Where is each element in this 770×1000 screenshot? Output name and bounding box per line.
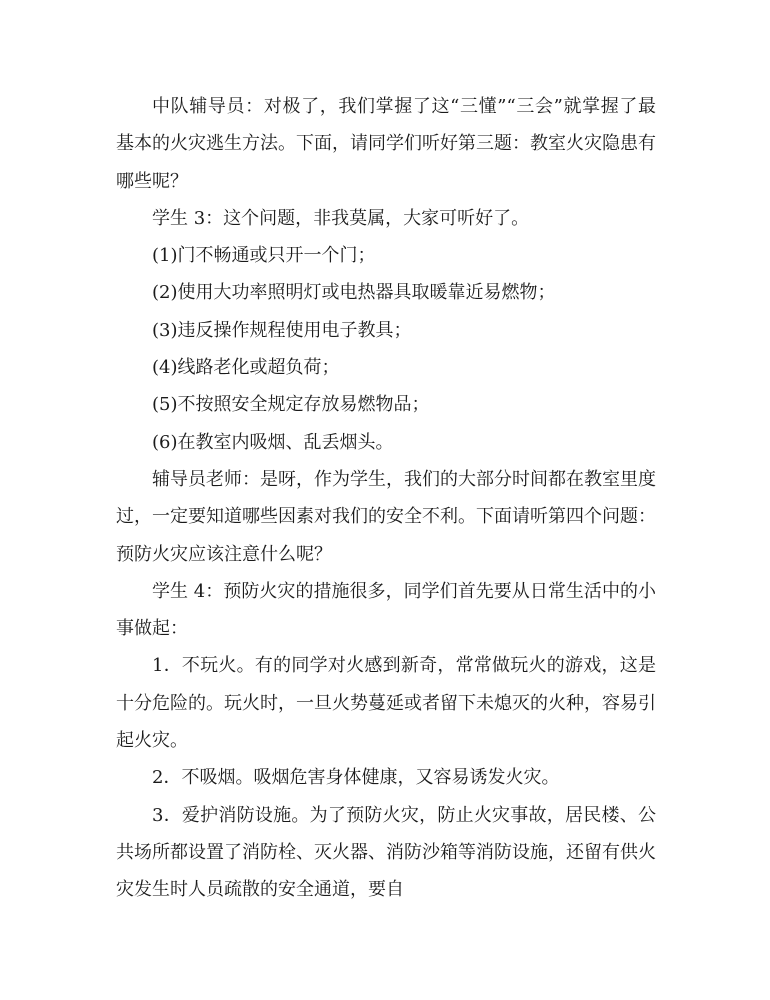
- list-item-hazard-1: (1)门不畅通或只开一个门；: [152, 245, 376, 267]
- list-item-measure-1: 1．不玩火。有的同学对火感到新奇，常常做玩火的游戏，这是十分危险的。玩火时，一旦火势蔓延或者留下未熄灭的火种，容易引起火灾。: [116, 655, 656, 752]
- paragraph-student-3: 学生 3：这个问题，非我莫属，大家可听好了。: [152, 207, 530, 229]
- list-item-hazard-2: (2)使用大功率照明灯或电热器具取暖靠近易燃物；: [152, 282, 556, 304]
- list-item-hazard-3: (3)违反操作规程使用电子教具；: [152, 319, 412, 341]
- list-item-hazard-6: (6)在教室内吸烟、乱丢烟头。: [152, 431, 394, 453]
- paragraph-student-4: 学生 4：预防火灾的措施很多，同学们首先要从日常生活中的小事做起：: [116, 580, 656, 640]
- list-item-measure-3: 3．爱护消防设施。为了预防火灾，防止火灾事故，居民楼、公共场所都设置了消防栓、灭火器、消防沙箱等消防设施，还留有供火灾发生时人员疏散的安全通道，要自: [116, 804, 656, 901]
- list-item-hazard-5: (5)不按照安全规定存放易燃物品；: [152, 394, 430, 416]
- paragraph-counselor-third-question: 中队辅导员：对极了，我们掌握了这“三懂”“三会”就掌握了最基本的火灾逃生方法。下面，请同学们听好第三题：教室火灾隐患有哪些呢？: [116, 96, 656, 192]
- list-item-hazard-4: (4)线路老化或超负荷；: [152, 357, 340, 379]
- list-item-measure-2: 2．不吸烟。吸烟危害身体健康，又容易诱发火灾。: [152, 767, 560, 789]
- paragraph-counselor-fourth-question: 辅导员老师：是呀，作为学生，我们的大部分时间都在教室里度过，一定要知道哪些因素对我们的安全不利。下面请听第四个问题：预防火灾应该注意什么呢？: [116, 468, 656, 565]
- document-body: [116, 88, 656, 909]
